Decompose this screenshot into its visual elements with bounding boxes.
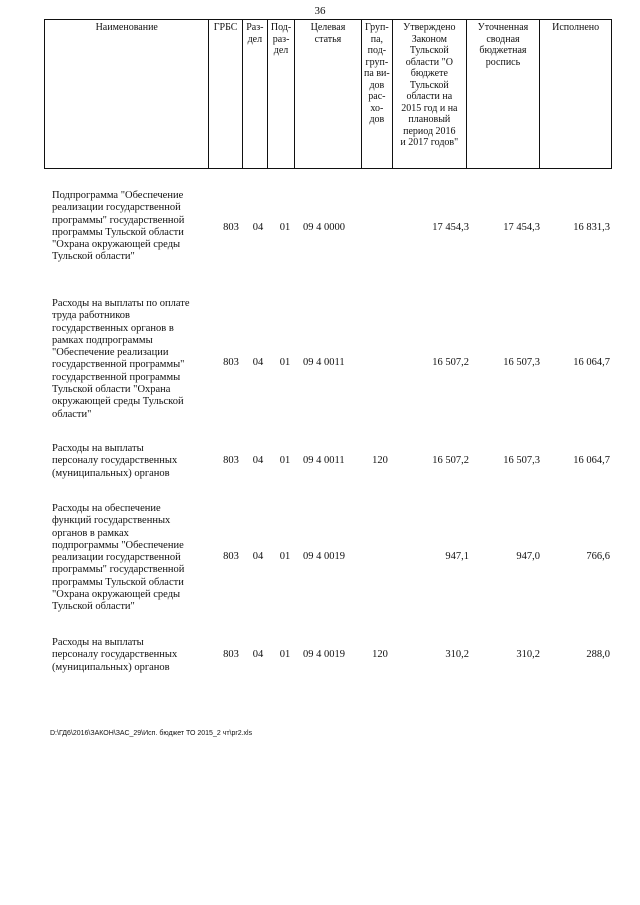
row-name: Подпрограмма "Обеспечение реализации государственной программы" государственной программы Тульской области "Охрана окружающей среды Тульской области" [52, 190, 185, 263]
cell-utverzhdeno: 17 454,3 [432, 222, 469, 233]
cell-ispolneno: 16 064,7 [573, 455, 610, 466]
cell-grbs: 803 [223, 551, 239, 562]
cell-utochnennaya: 947,0 [516, 551, 540, 562]
cell-cs: 09 4 0019 [303, 551, 345, 562]
cell-ispolneno: 16 064,7 [573, 357, 610, 368]
cell-cs: 09 4 0000 [303, 222, 345, 233]
cell-cs: 09 4 0011 [303, 357, 345, 368]
col-utochnennaya: Уточненная сводная бюджетная роспись [466, 20, 540, 169]
cell-grbs: 803 [223, 222, 239, 233]
cell-utochnennaya: 17 454,3 [503, 222, 540, 233]
row-name: Расходы на выплаты по оплате труда работников государственных органов в рамках подпрограммы "Обеспечение реализации государственной программы" государственной программы Тульской области "Охрана окружающей среды Тульской области" [52, 298, 190, 420]
cell-razdel: 04 [252, 357, 264, 368]
cell-grbs: 803 [223, 649, 239, 660]
col-utverzhdeno: Утверждено Законом Тульской области "О бюджете Тульской области на 2015 год и на плановый период 2016 и 2017 годов" [393, 20, 467, 169]
cell-cs: 09 4 0019 [303, 649, 345, 660]
col-celevaya: Целевая статья [295, 20, 362, 169]
row-values [0, 649, 640, 663]
row-name: Расходы на выплаты персоналу государственных (муниципальных) органов [52, 443, 178, 479]
col-gruppa: Груп- па, под- груп- па ви- дов рас- хо- дов [361, 20, 392, 169]
row-values [0, 455, 640, 469]
footer-file-path: D:\ГД6\2016\ЗАКОН\ЗАС_29\Исп. бюджет ТО 2015_2 чт\pr2.xls [50, 730, 253, 737]
cell-ispolneno: 766,6 [586, 551, 610, 562]
cell-utverzhdeno: 16 507,2 [432, 455, 469, 466]
row-values [0, 357, 640, 371]
row-name: Расходы на выплаты персоналу государственных (муниципальных) органов [52, 637, 178, 673]
cell-podrazdel: 01 [279, 649, 291, 660]
cell-utverzhdeno: 16 507,2 [432, 357, 469, 368]
cell-razdel: 04 [252, 455, 264, 466]
cell-cs: 09 4 0011 [303, 455, 345, 466]
cell-vr: 120 [372, 455, 388, 466]
row-values [0, 551, 640, 565]
cell-razdel: 04 [252, 222, 264, 233]
col-ispolneno: Исполнено [540, 20, 612, 169]
page-number: 36 [314, 5, 326, 17]
cell-ispolneno: 16 831,3 [573, 222, 610, 233]
cell-razdel: 04 [252, 649, 264, 660]
cell-razdel: 04 [252, 551, 264, 562]
cell-podrazdel: 01 [279, 551, 291, 562]
cell-podrazdel: 01 [279, 357, 291, 368]
cell-ispolneno: 288,0 [586, 649, 610, 660]
cell-utochnennaya: 310,2 [516, 649, 540, 660]
table-header [44, 19, 612, 169]
cell-grbs: 803 [223, 455, 239, 466]
row-name: Расходы на обеспечение функций государственных органов в рамках подпрограммы "Обеспечение реализации государственной программы" государственной программы Тульской области "Охрана окружающей среды Тульской области" [52, 503, 185, 613]
cell-utverzhdeno: 310,2 [445, 649, 469, 660]
cell-grbs: 803 [223, 357, 239, 368]
cell-vr: 120 [372, 649, 388, 660]
col-razdel: Раз- дел [242, 20, 267, 169]
row-values [0, 222, 640, 236]
cell-podrazdel: 01 [279, 222, 291, 233]
cell-podrazdel: 01 [279, 455, 291, 466]
cell-utochnennaya: 16 507,3 [503, 455, 540, 466]
cell-utverzhdeno: 947,1 [445, 551, 469, 562]
col-podrazdel: Под- раз- дел [267, 20, 294, 169]
col-naimenovanie: Наименование [45, 20, 209, 169]
cell-utochnennaya: 16 507,3 [503, 357, 540, 368]
col-grbs: ГРБС [209, 20, 242, 169]
